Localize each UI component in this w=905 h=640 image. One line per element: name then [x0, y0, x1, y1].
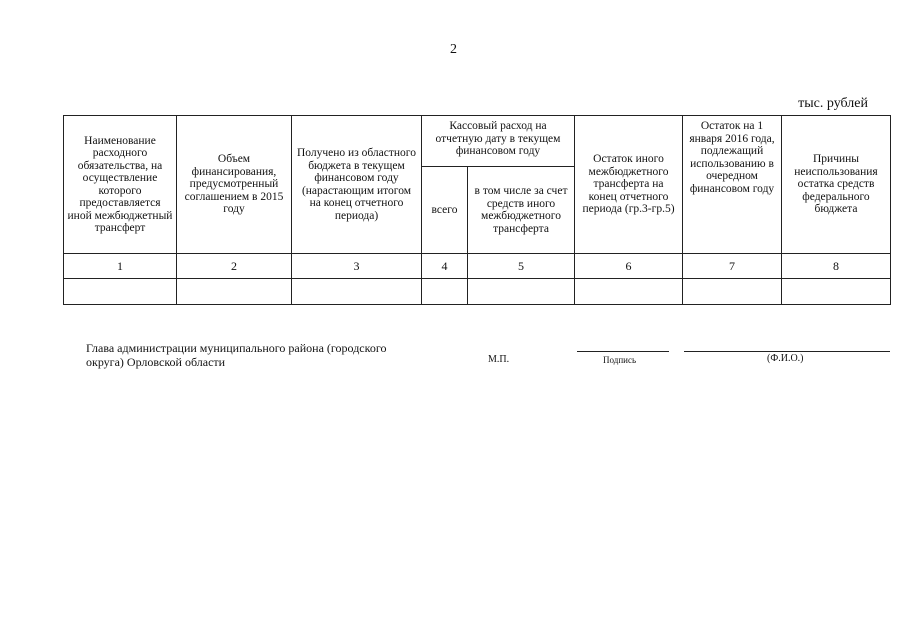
- header-col-8: Причины неиспользования остатка средств федерального бюджета: [782, 116, 891, 254]
- header-col-7: Остаток на 1 января 2016 года, подлежащий использованию в очередном финансовом году: [683, 116, 782, 254]
- table-cell: [177, 279, 292, 305]
- column-number-row: [64, 254, 891, 279]
- table-cell: [683, 279, 782, 305]
- signatory-title: Глава администрации муниципального района (городского округа) Орловской области: [86, 341, 387, 369]
- column-number: 3: [292, 254, 422, 279]
- report-table: [63, 115, 891, 305]
- table-cell: [782, 279, 891, 305]
- name-line: [684, 351, 890, 352]
- column-number: 4: [422, 254, 468, 279]
- header-row-1: [64, 116, 891, 167]
- header-col-6: Остаток иного межбюджетного трансферта на конец отчетного периода (гр.3-гр.5): [575, 116, 683, 254]
- column-number: 8: [782, 254, 891, 279]
- table-cell: [64, 279, 177, 305]
- table-cell: [292, 279, 422, 305]
- stamp-label: М.П.: [488, 354, 510, 365]
- table-cell: [422, 279, 468, 305]
- table-row: [64, 279, 891, 305]
- header-col-1: Наименование расходного обязательства, на осуществление которого предоставляется иной межбюджетный трансферт: [64, 116, 177, 254]
- header-col-5: в том числе за счет средств иного межбюджетного трансферта: [468, 167, 575, 254]
- name-label: (Ф.И.О.): [767, 353, 804, 364]
- units-label: тыс. рублей: [798, 96, 868, 111]
- table-cell: [468, 279, 575, 305]
- column-number: 1: [64, 254, 177, 279]
- column-number: 2: [177, 254, 292, 279]
- column-number: 7: [683, 254, 782, 279]
- header-col-3: Получено из областного бюджета в текущем финансовом году (нарастающим итогом на конец отчетного периода): [292, 116, 422, 254]
- signature-line: [577, 351, 669, 352]
- table-cell: [575, 279, 683, 305]
- column-number: 6: [575, 254, 683, 279]
- signature-label: Подпись: [603, 355, 637, 365]
- header-cash-expense-group: Кассовый расход на отчетную дату в текущем финансовом году: [422, 116, 575, 167]
- header-col-2: Объем финансирования, предусмотренный соглашением в 2015 году: [177, 116, 292, 254]
- header-col-4: всего: [422, 167, 468, 254]
- column-number: 5: [468, 254, 575, 279]
- page-number: 2: [450, 42, 457, 57]
